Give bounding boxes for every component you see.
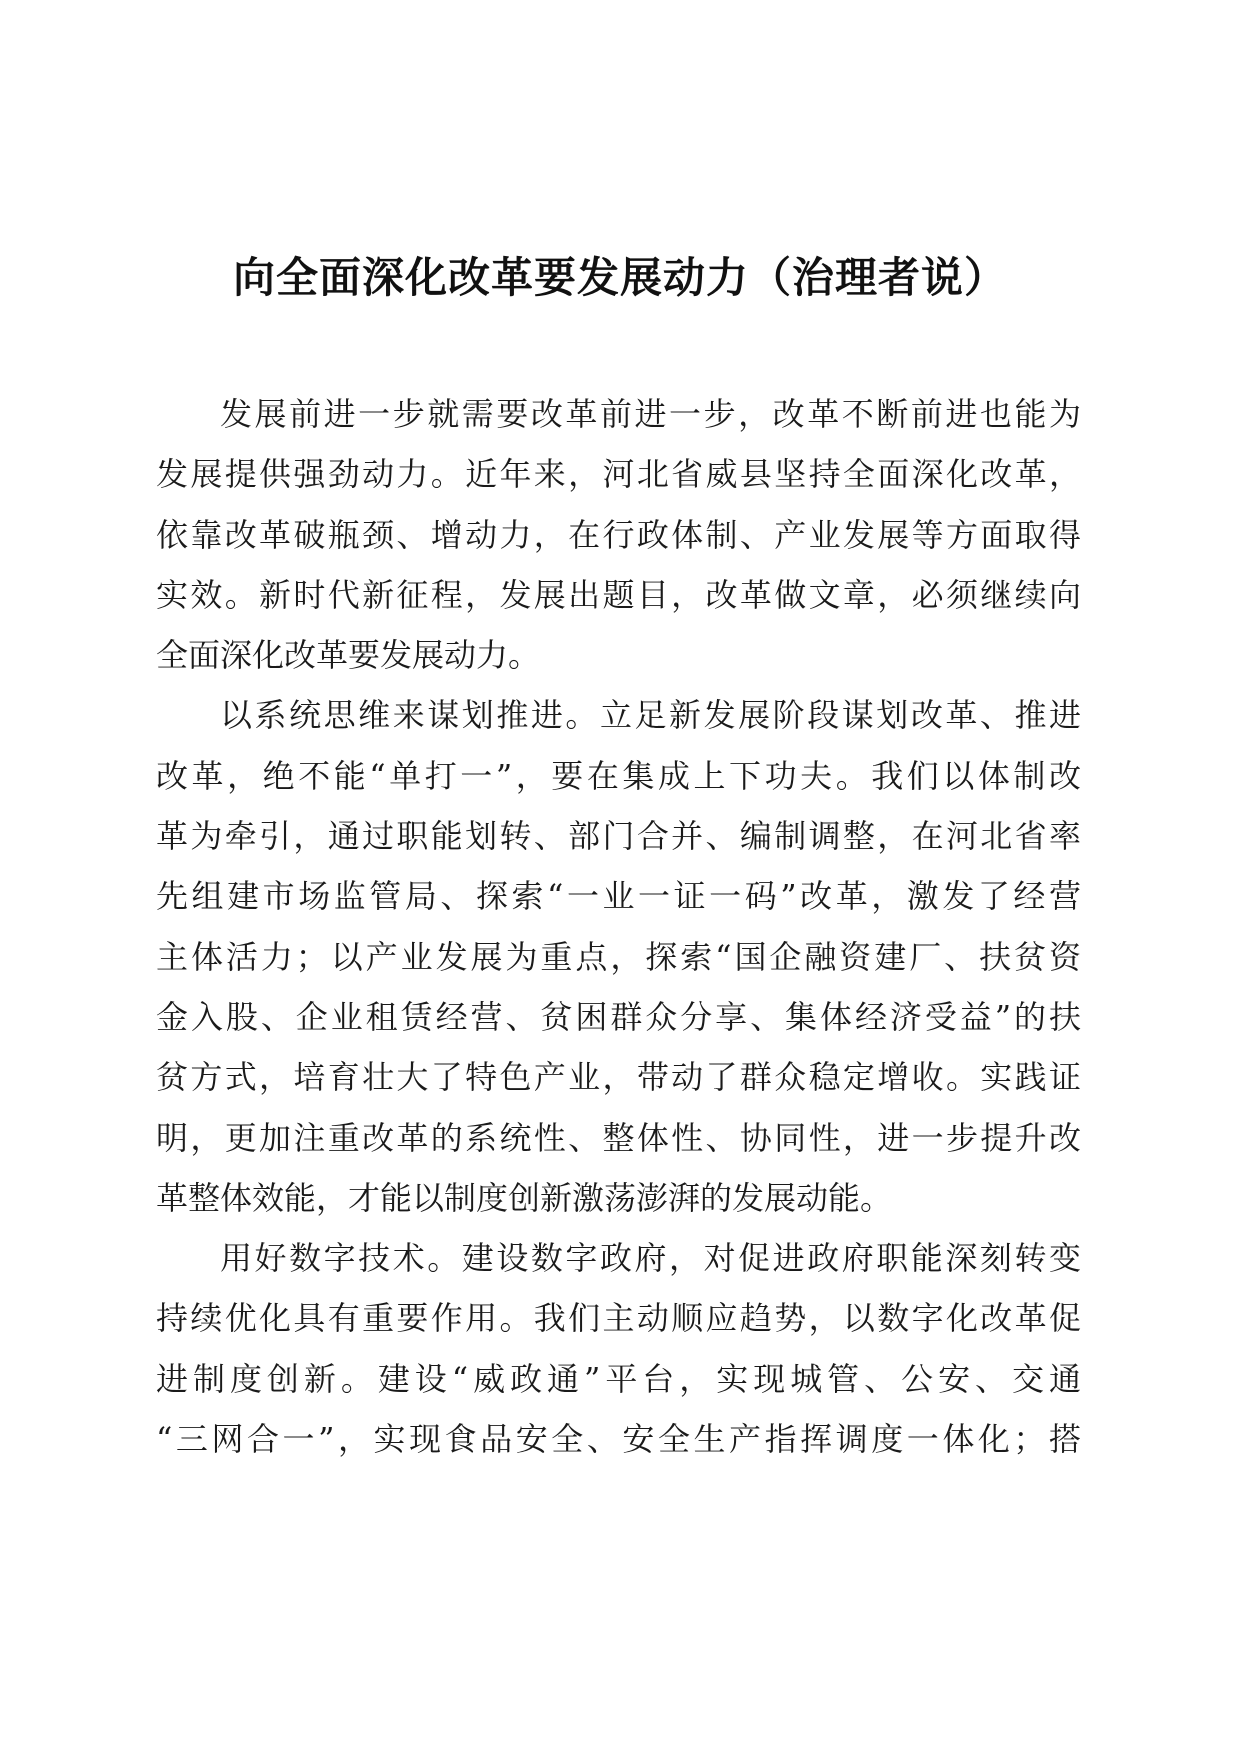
text-line: 持续优化具有重要作用。我们主动顺应趋势，以数字化改革促 (156, 1299, 1081, 1338)
text-line: 改革，绝不能“单打一”，要在集成上下功夫。我们以体制改 (156, 756, 1081, 795)
text-line: 进制度创新。建设“威政通”平台，实现城管、公安、交通 (156, 1359, 1081, 1398)
text-line: 金入股、企业租赁经营、贫困群众分享、集体经济受益”的扶 (156, 997, 1081, 1036)
text-line: 贫方式，培育壮大了特色产业，带动了群众稳定增收。实践证 (156, 1058, 1081, 1097)
text-line: 依靠改革破瓶颈、增动力，在行政体制、产业发展等方面取得 (156, 515, 1081, 554)
paragraph-1 (156, 384, 1081, 685)
text-line: “三网合一”，实现食品安全、安全生产指挥调度一体化；搭 (156, 1420, 1081, 1459)
text-line: 主体活力；以产业发展为重点，探索“国企融资建厂、扶贫资 (156, 937, 1081, 976)
paragraph-2 (156, 685, 1081, 1228)
text-line: 先组建市场监管局、探索“一业一证一码”改革，激发了经营 (156, 877, 1081, 916)
text-line: 发展提供强劲动力。近年来，河北省威县坚持全面深化改革， (156, 455, 1081, 494)
text-line: 发展前进一步就需要改革前进一步，改革不断前进也能为 (220, 395, 1081, 433)
text-line: 以系统思维来谋划推进。立足新发展阶段谋划改革、推进 (220, 696, 1081, 735)
text-line: 实效。新时代新征程，发展出题目，改革做文章，必须继续向 (156, 575, 1081, 614)
article-body (156, 384, 1081, 1469)
text-line: 革为牵引，通过职能划转、部门合并、编制调整，在河北省率 (156, 817, 1081, 856)
paragraph-3 (156, 1228, 1081, 1469)
text-line: 全面深化改革要发展动力。 (156, 636, 541, 675)
text-line: 革整体效能，才能以制度创新激荡澎湃的发展动能。 (156, 1178, 893, 1217)
text-line: 用好数字技术。建设数字政府，对促进政府职能深刻转变 (220, 1239, 1081, 1278)
text-line: 明，更加注重改革的系统性、整体性、协同性，进一步提升改 (156, 1118, 1081, 1157)
article-title: 向全面深化改革要发展动力（治理者说） (232, 253, 1007, 302)
